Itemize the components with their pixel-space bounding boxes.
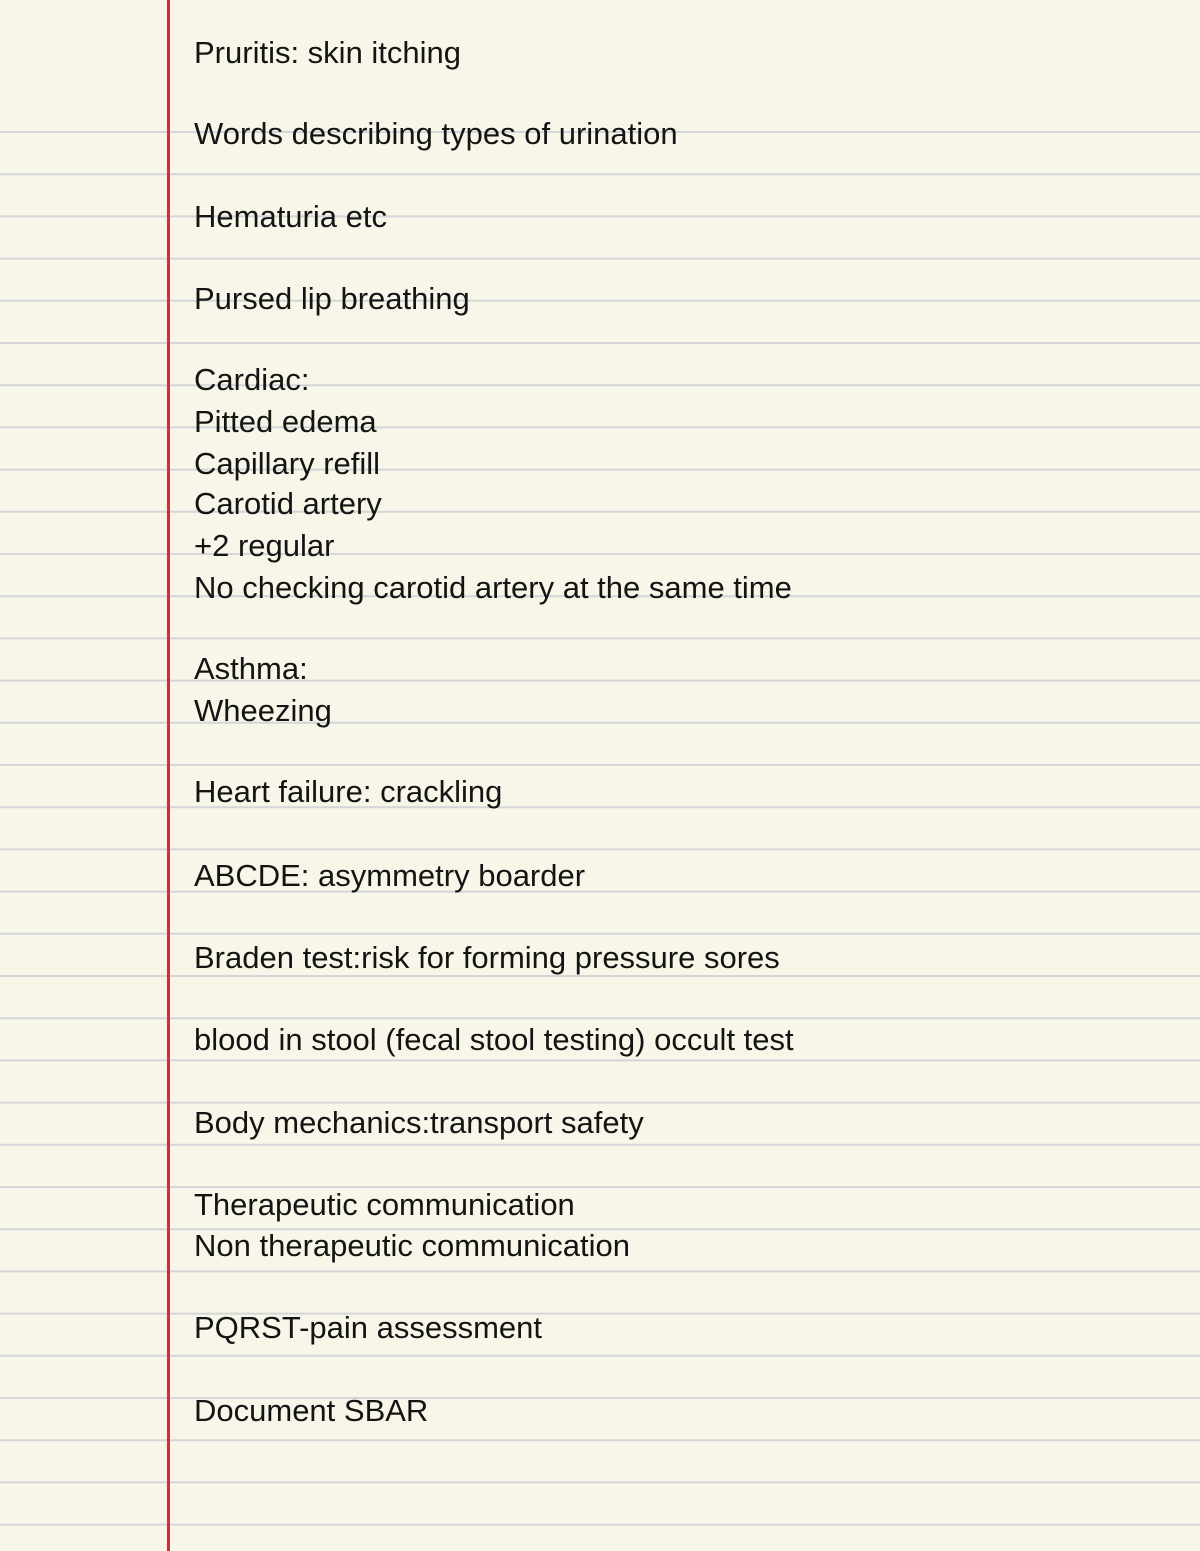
note-line: Hematuria etc — [194, 199, 387, 234]
note-line: Words describing types of urination — [194, 116, 678, 151]
note-lines — [194, 0, 1174, 1551]
note-line: Asthma: — [194, 651, 308, 686]
note-line: Capillary refill — [194, 446, 381, 481]
note-line: No checking carotid artery at the same time — [194, 570, 792, 605]
note-line: Document SBAR — [194, 1393, 429, 1428]
note-line: Non therapeutic communication — [194, 1228, 630, 1263]
note-line: Pruritis: skin itching — [194, 35, 462, 70]
note-line: Pitted edema — [194, 404, 377, 439]
note-line: Heart failure: crackling — [194, 774, 503, 809]
margin-line — [167, 0, 170, 1551]
note-line: Therapeutic communication — [194, 1187, 575, 1222]
note-line: Body mechanics:transport safety — [194, 1105, 644, 1140]
note-line: Carotid artery — [194, 486, 382, 521]
note-line: PQRST-pain assessment — [194, 1310, 543, 1345]
note-line: Cardiac: — [194, 362, 310, 397]
note-line: +2 regular — [194, 528, 335, 563]
note-line: Braden test:risk for forming pressure sores — [194, 940, 780, 975]
note-line: ABCDE: asymmetry boarder — [194, 858, 586, 893]
note-line: Pursed lip breathing — [194, 281, 470, 316]
note-line: Wheezing — [194, 693, 332, 728]
note-line: blood in stool (fecal stool testing) occult test — [194, 1022, 794, 1057]
